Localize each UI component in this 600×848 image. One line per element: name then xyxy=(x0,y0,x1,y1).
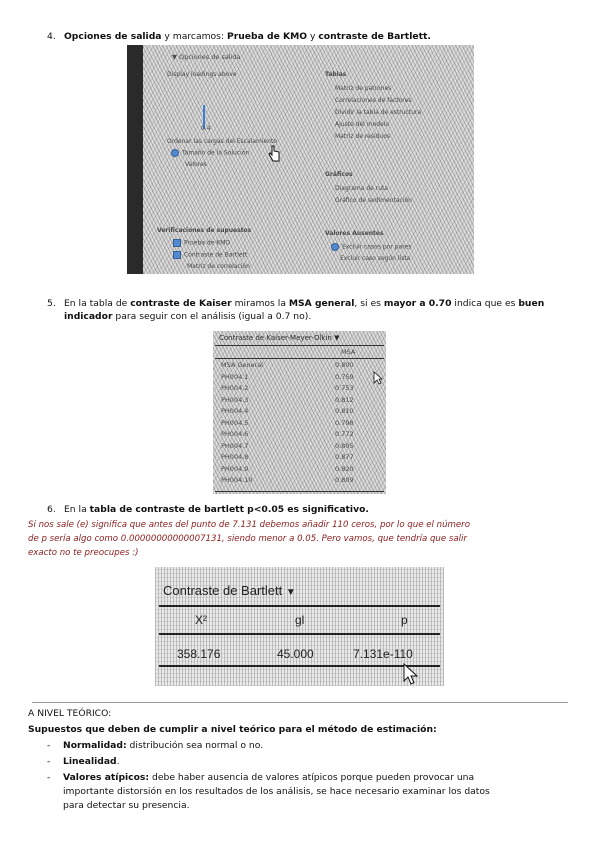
table-option[interactable]: Matriz de patrones xyxy=(335,85,392,92)
note-line: Si nos sale (e) significa que antes del punto de 7.131 debemos añadir 110 ceros, por lo que el número xyxy=(28,520,470,530)
bullet-normalidad xyxy=(47,739,587,753)
step-6-number: 6. xyxy=(47,504,56,515)
dropdown-icon[interactable]: ▼ xyxy=(172,53,177,61)
step-4-text: Opciones de salida y marcamos: Prueba de KMO y contraste de Bartlett. xyxy=(64,31,431,42)
step-4 xyxy=(47,30,587,44)
dropdown-icon[interactable]: ▼ xyxy=(285,587,296,598)
bartlett-option[interactable]: Contraste de Bartlett xyxy=(184,251,248,259)
graphs-title: Gráficos xyxy=(325,171,353,178)
bullet-text-continued: para detectar su presencia. xyxy=(63,800,190,811)
kaiser-row-label: PH004.10 xyxy=(221,476,253,484)
kaiser-row-label: PH004.7 xyxy=(221,441,249,450)
loadings-label: Display loadings above xyxy=(167,71,237,78)
kaiser-row-value: 0.805 xyxy=(335,441,354,450)
kaiser-row-label: PH004.3 xyxy=(221,395,249,404)
table-option[interactable]: Matriz de residuos xyxy=(335,133,391,140)
bartlett-chi-value: 358.176 xyxy=(177,647,221,661)
missing-option[interactable]: Excluir casos por pares xyxy=(342,243,412,251)
kaiser-row-value: 0.877 xyxy=(335,453,354,461)
bullet-dash: - xyxy=(47,756,51,767)
bullet-bold: Valores atípicos: xyxy=(63,772,150,783)
missing-option[interactable]: Excluir caso según lista xyxy=(340,255,411,262)
radio-icon[interactable] xyxy=(171,149,179,157)
missing-title: Valores Ausentes xyxy=(325,230,384,237)
bartlett-gl-value: 45.000 xyxy=(277,647,314,661)
kaiser-row-label: PH004.5 xyxy=(221,418,249,427)
bullet-text: debe haber ausencia de valores atípicos porque pueden provocar una xyxy=(149,772,475,783)
kaiser-row-label: PH004.8 xyxy=(221,453,249,461)
step-6-text: En la tabla de contraste de bartlett p<0.05 es significativo. xyxy=(64,504,369,515)
kaiser-row-label: PH004.6 xyxy=(221,430,249,438)
kaiser-row-value: 0.812 xyxy=(335,395,354,404)
step-5-number: 5. xyxy=(47,298,56,309)
table-option[interactable]: Ajuste del modelo xyxy=(335,121,390,128)
kaiser-row-value: 0.772 xyxy=(335,430,354,438)
step-6 xyxy=(47,503,587,517)
bartlett-title: Contraste de Bartlett xyxy=(163,583,283,598)
cursor-hand-icon xyxy=(267,145,281,163)
radio-icon[interactable] xyxy=(331,243,339,251)
table-option[interactable]: Correlaciones de factores xyxy=(335,97,412,104)
section-divider xyxy=(32,702,568,703)
checkbox-icon[interactable] xyxy=(173,239,181,247)
graph-option[interactable]: Diagrama de ruta xyxy=(335,185,389,192)
loadings-value: 0.4 xyxy=(201,125,211,132)
kaiser-title: Contraste de Kaiser-Meyer-Olkin xyxy=(219,334,332,342)
kaiser-row-label: PH004.2 xyxy=(221,384,249,392)
section-heading: Supuestos que deben de cumplir a nivel teórico para el método de estimación: xyxy=(28,724,437,735)
correlation-option[interactable]: Matriz de correlación xyxy=(187,263,250,270)
bullet-dash: - xyxy=(47,740,51,751)
kaiser-table-photo xyxy=(213,331,386,494)
step-4-number: 4. xyxy=(47,31,56,42)
step-5 xyxy=(47,297,587,325)
bartlett-header-p: p xyxy=(401,613,408,627)
kmo-option[interactable]: Prueba de KMO xyxy=(184,239,231,247)
kaiser-row-label: PH004.9 xyxy=(221,464,249,473)
bartlett-header-gl: gl xyxy=(295,613,305,627)
section-title: A NIVEL TEÓRICO: xyxy=(28,708,112,719)
values-option: Valores xyxy=(185,161,207,168)
bartlett-p-value: 7.131e-110 xyxy=(353,647,413,661)
kaiser-row-value: 0.753 xyxy=(335,384,354,392)
cursor-arrow-icon xyxy=(373,371,383,385)
assumptions-title: Verificaciones de supuestos xyxy=(157,227,252,234)
note-line: de p sería algo como 0.00000000000007131, siendo menor a 0.05. Pero vamos, que tendría que salir xyxy=(28,534,467,544)
kaiser-row-value: 0.800 xyxy=(335,361,354,369)
bullet-bold: Linealidad xyxy=(63,756,117,767)
kaiser-row-value: 0.798 xyxy=(335,418,354,427)
note-line: exacto no te preocupes :) xyxy=(28,548,139,558)
checkbox-icon[interactable] xyxy=(173,251,181,259)
step-5-text: En la tabla de contraste de Kaiser miramos la MSA general, si es mayor a 0.70 indica que es buen indicador para seguir con el análisis (igual a 0.7 no). xyxy=(64,298,545,322)
bartlett-note xyxy=(28,518,588,560)
kaiser-row-value: 0.810 xyxy=(335,407,354,415)
order-label: Ordenar las cargas del Escalamiento xyxy=(167,138,278,145)
bullet-bold: Normalidad: xyxy=(63,740,127,751)
tables-title: Tablas xyxy=(325,71,347,78)
kaiser-row-label: PH004.4 xyxy=(221,407,249,415)
cursor-arrow-icon xyxy=(403,663,419,685)
output-options-photo xyxy=(127,45,474,274)
kaiser-row-value: 0.820 xyxy=(335,464,354,473)
bartlett-table-photo xyxy=(155,567,444,686)
kaiser-row-value: 0.759 xyxy=(335,372,354,381)
table-option[interactable]: Dividir la tabla de estructura xyxy=(335,109,422,116)
bartlett-header-chi: X² xyxy=(195,613,207,627)
bullet-text-continued: importante distorsión en los resultados de los análisis, se hace necesario examinar los datos xyxy=(63,786,490,797)
order-option: Tamaño de la Solución xyxy=(182,149,250,157)
kaiser-col-header: MSA xyxy=(341,348,356,356)
kaiser-row-label: MSA General xyxy=(221,361,263,369)
graph-option[interactable]: Gráfico de sedimentación xyxy=(335,197,412,204)
kaiser-row-value: 0.809 xyxy=(335,476,354,484)
kaiser-row-label: PH004.1 xyxy=(221,372,249,381)
bullet-valores-atipicos xyxy=(47,771,587,815)
options-header: Opciones de salida xyxy=(179,53,241,61)
dropdown-icon[interactable]: ▼ xyxy=(334,334,340,342)
bullet-text: distribución sea normal o no. xyxy=(126,740,264,751)
bullet-dash: - xyxy=(47,772,51,783)
bullet-linealidad xyxy=(47,755,587,769)
bullet-text: . xyxy=(116,756,120,767)
